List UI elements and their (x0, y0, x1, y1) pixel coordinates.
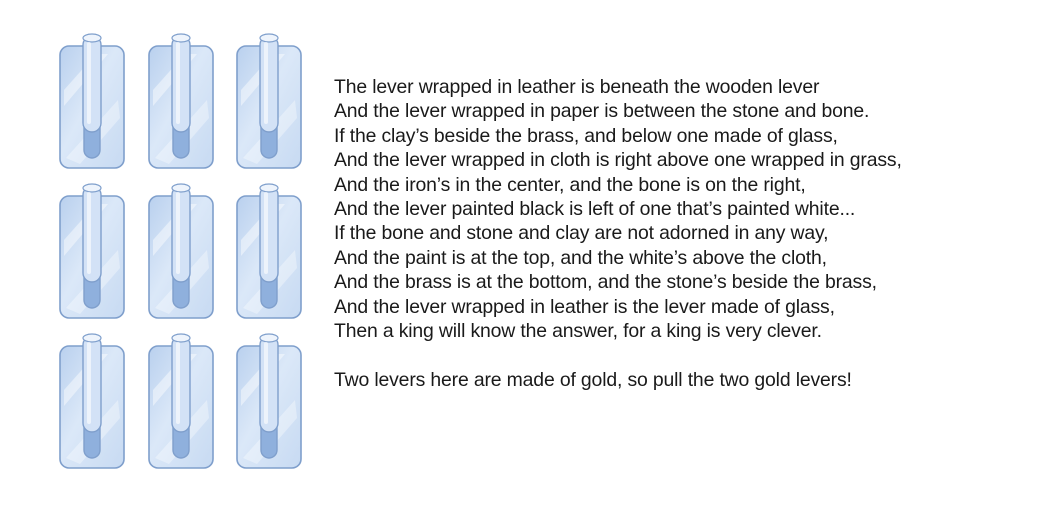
lever-handle-highlight (264, 42, 268, 124)
lever-handle-highlight (176, 342, 180, 424)
lever-graphic (145, 330, 219, 472)
riddle-line: If the bone and stone and clay are not adorned in any way, (334, 222, 829, 245)
lever-handle-cap (172, 184, 190, 192)
lever-r2-c2[interactable] (145, 180, 219, 322)
lever-r3-c3[interactable] (233, 330, 307, 472)
lever-handle (83, 336, 101, 432)
lever-handle (260, 336, 278, 432)
lever-graphic (56, 30, 130, 172)
lever-graphic (56, 330, 130, 472)
lever-handle-cap (260, 184, 278, 192)
riddle-line: And the lever wrapped in cloth is right above one wrapped in grass, (334, 149, 902, 172)
lever-graphic (233, 180, 307, 322)
lever-r1-c2[interactable] (145, 30, 219, 172)
lever-r1-c1[interactable] (56, 30, 130, 172)
riddle-line: Then a king will know the answer, for a king is very clever. (334, 320, 822, 343)
lever-handle (260, 186, 278, 282)
riddle-line: And the brass is at the bottom, and the stone’s beside the brass, (334, 271, 877, 294)
lever-handle-highlight (87, 42, 91, 124)
lever-handle-highlight (87, 342, 91, 424)
lever-r3-c1[interactable] (56, 330, 130, 472)
lever-handle-highlight (176, 42, 180, 124)
lever-handle-highlight (176, 192, 180, 274)
lever-r2-c1[interactable] (56, 180, 130, 322)
lever-handle-cap (83, 184, 101, 192)
riddle-conclusion: Two levers here are made of gold, so pull the two gold levers! (334, 368, 852, 391)
riddle-spacer (334, 343, 1024, 367)
riddle-line: And the iron’s in the center, and the bone is on the right, (334, 173, 806, 196)
lever-graphic (145, 180, 219, 322)
lever-handle-cap (172, 34, 190, 42)
lever-graphic (56, 180, 130, 322)
lever-handle-cap (83, 34, 101, 42)
riddle-text (334, 75, 1024, 392)
lever-graphic (233, 330, 307, 472)
lever-handle (83, 36, 101, 132)
lever-graphic (233, 30, 307, 172)
lever-handle (83, 186, 101, 282)
lever-handle-highlight (87, 192, 91, 274)
riddle-line: And the paint is at the top, and the white’s above the cloth, (334, 246, 827, 269)
lever-handle (172, 186, 190, 282)
lever-graphic (145, 30, 219, 172)
lever-r1-c3[interactable] (233, 30, 307, 172)
lever-handle-highlight (264, 192, 268, 274)
lever-handle-cap (83, 334, 101, 342)
lever-grid (56, 30, 316, 480)
lever-r3-c2[interactable] (145, 330, 219, 472)
lever-handle (172, 336, 190, 432)
lever-handle-cap (172, 334, 190, 342)
lever-handle-cap (260, 334, 278, 342)
lever-handle (172, 36, 190, 132)
riddle-line: And the lever wrapped in leather is the lever made of glass, (334, 295, 835, 318)
riddle-line: And the lever painted black is left of one that’s painted white... (334, 198, 856, 221)
lever-handle (260, 36, 278, 132)
lever-handle-cap (260, 34, 278, 42)
lever-handle-highlight (264, 342, 268, 424)
lever-r2-c3[interactable] (233, 180, 307, 322)
riddle-line: And the lever wrapped in paper is between the stone and bone. (334, 100, 870, 123)
riddle-line: If the clay’s beside the brass, and below one made of glass, (334, 124, 838, 147)
riddle-line: The lever wrapped in leather is beneath the wooden lever (334, 76, 820, 98)
